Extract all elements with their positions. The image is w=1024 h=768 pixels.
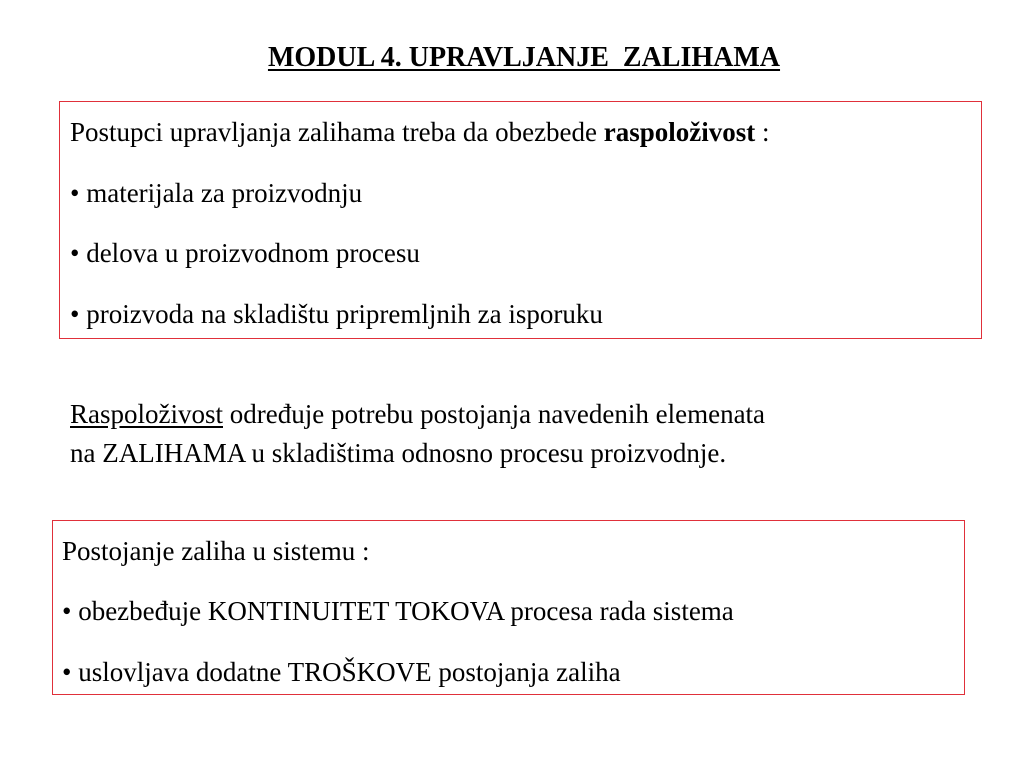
paragraph-line-1 [70,398,765,430]
page-title: MODUL 4. UPRAVLJANJE ZALIHAMA [267,42,781,73]
paragraph-line-2: na ZALIHAMA u skladištima odnosno procesu proizvodnje. [70,438,727,468]
paragraph-underlined-word: Raspoloživost [70,399,223,429]
availability-intro-suffix: : [755,117,770,147]
availability-intro-text: Postupci upravljanja zalihama treba da obezbede [70,117,604,147]
availability-item-materials: • materijala za proizvodnju [70,178,363,208]
inventory-item-costs: • uslovljava dodatne TROŠKOVE postojanja zaliha [62,657,621,687]
availability-intro-bold: raspoloživost [603,117,756,147]
inventory-item-continuity: • obezbeđuje KONTINUITET TOKOVA procesa rada sistema [62,596,734,626]
inventory-intro: Postojanje zaliha u sistemu : [62,536,370,566]
availability-intro [70,116,770,148]
availability-item-products: • proizvoda na skladištu pripremljnih za isporuku [70,299,603,329]
availability-item-parts: • delova u proizvodnom procesu [70,238,420,268]
paragraph-line-1-rest: određuje potrebu postojanja navedenih elemenata [223,399,766,429]
